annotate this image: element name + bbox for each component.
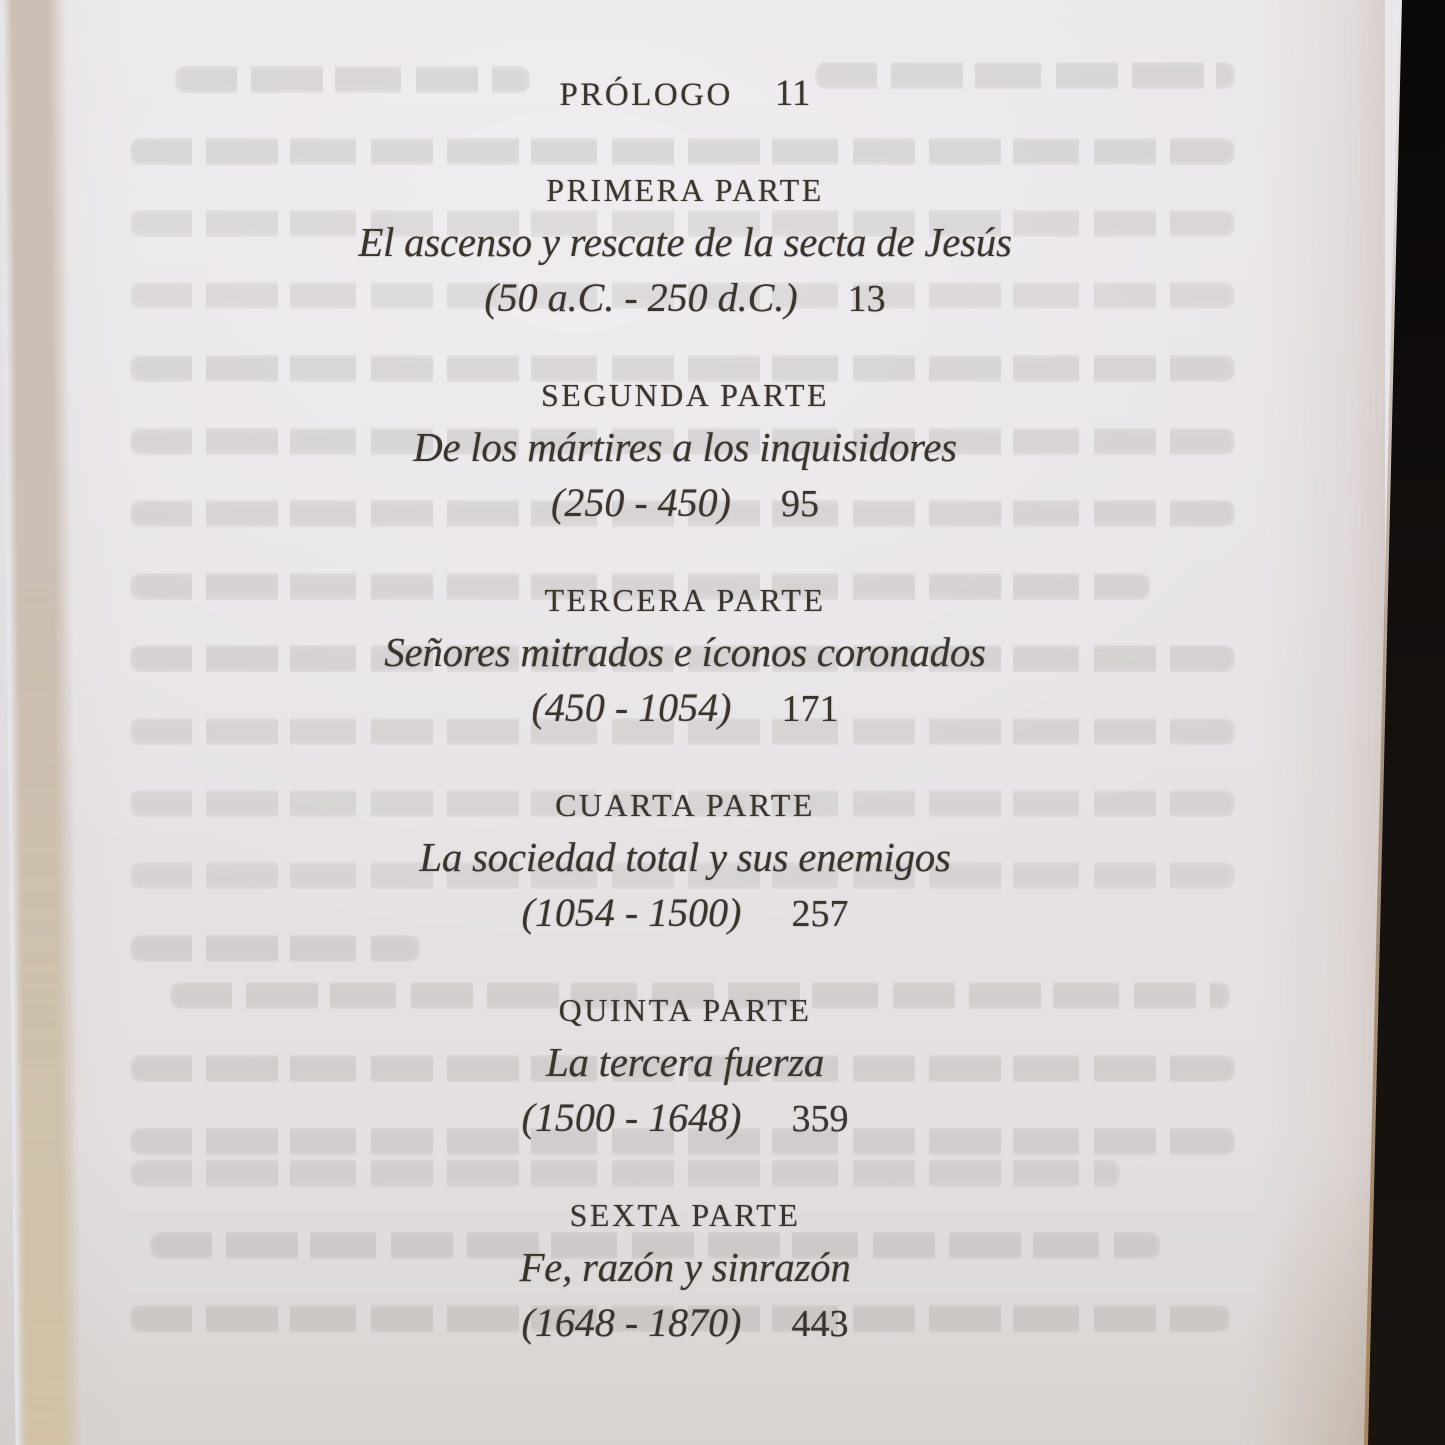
part-page-number: 359: [791, 1098, 849, 1140]
table-of-contents: [60, 0, 1310, 1445]
toc-section-segunda: [60, 377, 1310, 530]
part-label: SEXTA PARTE: [569, 1197, 801, 1233]
book-pages-edge-tint: [0, 0, 96, 1445]
page-corner-shadow: [1165, 1025, 1385, 1445]
part-dates: (1054 - 1500): [521, 890, 742, 935]
part-label: TERCERA PARTE: [544, 582, 826, 618]
toc-section-primera: [60, 172, 1310, 325]
part-dates-row: [60, 887, 1310, 940]
part-dates-row: [60, 1092, 1310, 1145]
part-label: SEGUNDA PARTE: [540, 377, 830, 413]
part-dates: (1648 - 1870): [521, 1300, 742, 1345]
part-dates: (250 - 450): [551, 480, 731, 525]
part-title: Señores mitrados e íconos coronados: [384, 629, 986, 675]
part-page-number: 443: [791, 1303, 849, 1345]
part-title: Fe, razón y sinrazón: [519, 1244, 851, 1290]
part-label: CUARTA PARTE: [555, 787, 815, 823]
part-dates-row: [60, 477, 1310, 530]
page-header-title: PRÓLOGO: [559, 77, 733, 113]
page-header-number: 11: [774, 73, 811, 114]
part-page-number: 171: [781, 688, 839, 730]
part-dates: (450 - 1054): [531, 685, 732, 730]
part-dates: (1500 - 1648): [521, 1095, 742, 1140]
part-title: El ascenso y rescate de la secta de Jesús: [358, 219, 1012, 265]
toc-section-cuarta: [60, 787, 1310, 940]
page-header: [60, 72, 1310, 115]
toc-section-sexta: [60, 1197, 1310, 1350]
part-title: De los mártires a los inquisidores: [413, 424, 957, 470]
part-dates-row: [60, 682, 1310, 735]
book-left-edge: [0, 0, 126, 1445]
part-dates-row: [60, 272, 1310, 325]
toc-section-tercera: [60, 582, 1310, 735]
part-title: La sociedad total y sus enemigos: [419, 834, 951, 880]
part-label: PRIMERA PARTE: [546, 172, 824, 208]
toc-section-quinta: [60, 992, 1310, 1145]
part-page-number: 257: [791, 893, 849, 935]
part-title: La tercera fuerza: [545, 1039, 825, 1085]
part-dates-row: [60, 1297, 1310, 1350]
part-page-number: 95: [780, 483, 819, 525]
part-page-number: 13: [847, 278, 886, 320]
part-dates: (50 a.C. - 250 d.C.): [484, 275, 798, 320]
part-label: QUINTA PARTE: [558, 992, 812, 1028]
